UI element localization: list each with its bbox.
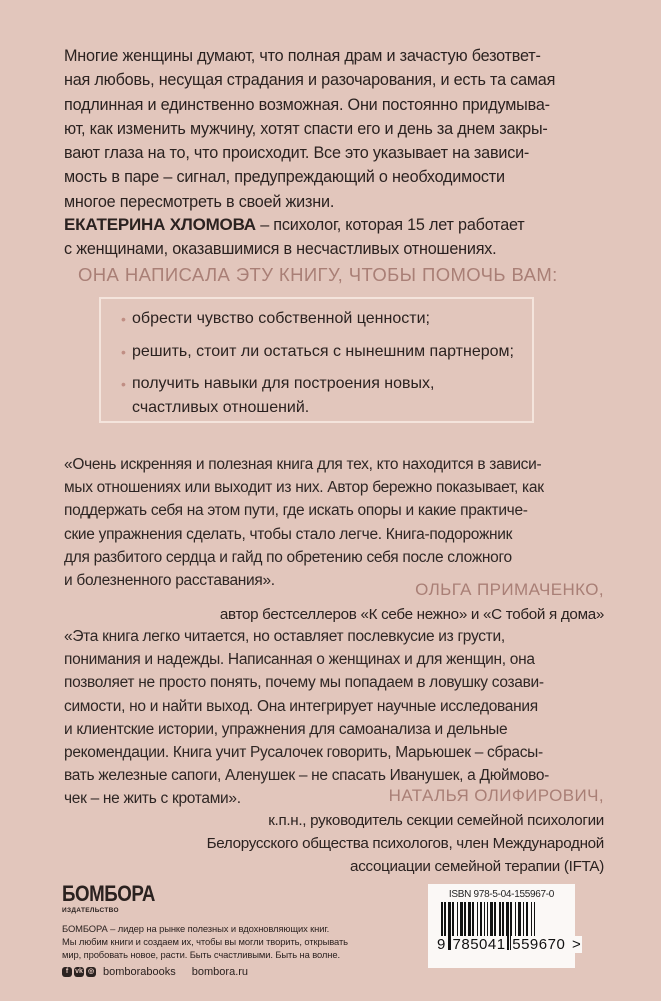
benefits-heading: ОНА НАПИСАЛА ЭТУ КНИГУ, ЧТОБЫ ПОМОЧЬ ВАМ: bbox=[78, 264, 558, 285]
bullet-icon: • bbox=[121, 343, 126, 360]
reviewer-desc-line: Белорусского общества психологов, член Международной bbox=[206, 835, 604, 852]
bullet-icon: • bbox=[121, 376, 126, 392]
intro-line: Многие женщины думают, что полная драм и зачастую безответ- bbox=[64, 47, 541, 65]
author-name: ЕКАТЕРИНА ХЛОМОВА bbox=[64, 215, 256, 234]
isbn-barcode bbox=[428, 884, 582, 968]
isbn-digit-group: 785041 bbox=[452, 936, 506, 953]
quote-line: вать железные сапоги, Аленушек – не спасать Иванушек, а Дюймово- bbox=[64, 767, 550, 785]
benefits-box bbox=[99, 297, 534, 423]
quote-line: поддержать себя на этом пути, где искать опоры и какие практиче- bbox=[64, 502, 528, 520]
isbn-digit-group: 559670 bbox=[512, 936, 566, 953]
publisher-description bbox=[62, 922, 362, 961]
instagram-icon: ◎ bbox=[87, 968, 95, 975]
quote-line: и клиентские истории, упражнения для самоанализа и дельные bbox=[64, 720, 508, 738]
review-quote bbox=[64, 625, 594, 811]
publisher-website: bombora.ru bbox=[191, 966, 249, 978]
social-links bbox=[62, 966, 362, 978]
reviewer-name: НАТАЛЬЯ ОЛИФИРОВИЧ, bbox=[388, 786, 604, 805]
reviewer-desc-line: ассоциации семейной терапии (IFTA) bbox=[350, 858, 604, 875]
quote-line: «Эта книга легко читается, но оставляет послевкусие из грусти, bbox=[64, 628, 505, 645]
quote-line: ские упражнения сделать, чтобы стало легче. Книга-подорожник bbox=[64, 525, 513, 543]
quote-line: «Очень искренняя и полезная книга для тех, кто находится в зависи- bbox=[64, 456, 542, 473]
quote-line: позволяет не просто понять, почему мы попадаем в ловушку созави- bbox=[64, 674, 544, 692]
publisher-desc-line: Мы любим книги и создаем их, чтобы вы могли творить, открывать bbox=[62, 936, 348, 947]
isbn-digit-group: > bbox=[571, 936, 582, 953]
reviewer-desc-line: к.п.н., руководитель секции семейной психологии bbox=[268, 812, 604, 829]
publisher-logo: БОМБОРА bbox=[62, 881, 155, 906]
publisher-subtitle: ИЗДАТЕЛЬСТВО bbox=[62, 907, 119, 914]
facebook-icon: f bbox=[62, 967, 72, 977]
list-item: • решить, стоит ли остаться с нынешним партнером; bbox=[121, 340, 532, 364]
intro-line: подлинная и единственно возможная. Они постоянно придумыва- bbox=[64, 95, 550, 114]
social-handle: bomborabooks bbox=[103, 966, 176, 978]
publisher-block bbox=[62, 883, 362, 978]
intro-line: мость в паре – сигнал, предупреждающий о необходимости bbox=[64, 168, 505, 187]
quote-line: понимания и надежды. Написанная о женщинах и для женщин, она bbox=[64, 651, 535, 669]
author-bio-text: – психолог, которая 15 лет работает bbox=[255, 216, 525, 234]
publisher-desc-line: БОМБОРА – лидер на рынке полезных и вдохновляющих книг. bbox=[62, 923, 330, 934]
vk-icon: vk bbox=[75, 968, 83, 975]
reviewer-name: ОЛЬГА ПРИМАЧЕНКО, bbox=[415, 580, 604, 599]
intro-paragraph bbox=[64, 44, 594, 214]
isbn-label: ISBN 978-5-04-155967-0 bbox=[448, 889, 555, 900]
quote-line: для разбитого сердца и гайд по обретению себя после сложного bbox=[64, 548, 512, 566]
list-item: • получить навыки для построения новых, счастливых отношений. bbox=[121, 372, 532, 420]
author-bio-text: с женщинами, оказавшимися в несчастливых отношениях. bbox=[64, 240, 497, 259]
quote-line: мых отношениях или выходит из них. Автор бережно показывает, как bbox=[64, 479, 544, 497]
intro-line: многое пересмотреть в своей жизни. bbox=[64, 192, 335, 211]
list-item: • обрести чувство собственной ценности; bbox=[121, 307, 532, 331]
quote-line: рекомендации. Книга учит Русалочек говорить, Марьюшек – сбрасы- bbox=[64, 744, 543, 762]
intro-line: ют, как изменить мужчину, хотят спасти его и день за днем закры- bbox=[64, 119, 548, 138]
intro-line: вают глаза на то, что происходит. Все это указывает на зависи- bbox=[64, 144, 530, 163]
review-quote bbox=[64, 453, 594, 592]
bullet-icon: • bbox=[121, 311, 126, 327]
intro-line: ная любовь, несущая страдания и разочарования, и есть та самая bbox=[64, 71, 556, 90]
quote-line: и болезненного расставания». bbox=[64, 572, 275, 590]
isbn-digits bbox=[436, 936, 582, 953]
author-bio bbox=[64, 213, 594, 262]
publisher-desc-line: мир, пробовать новое, расти. Быть счастливыми. Быть на волне. bbox=[62, 949, 340, 960]
quote-line: симости, но и найти выход. Она интегрирует научные исследования bbox=[64, 697, 538, 715]
benefits-list bbox=[101, 299, 532, 420]
reviewer-desc: автор бестселлеров «К себе нежно» и «С тобой я дома» bbox=[219, 606, 604, 623]
reviewer-desc bbox=[207, 809, 604, 878]
isbn-digit-group: 9 bbox=[437, 936, 446, 953]
quote-line: чек – не жить с кротами». bbox=[64, 790, 241, 808]
